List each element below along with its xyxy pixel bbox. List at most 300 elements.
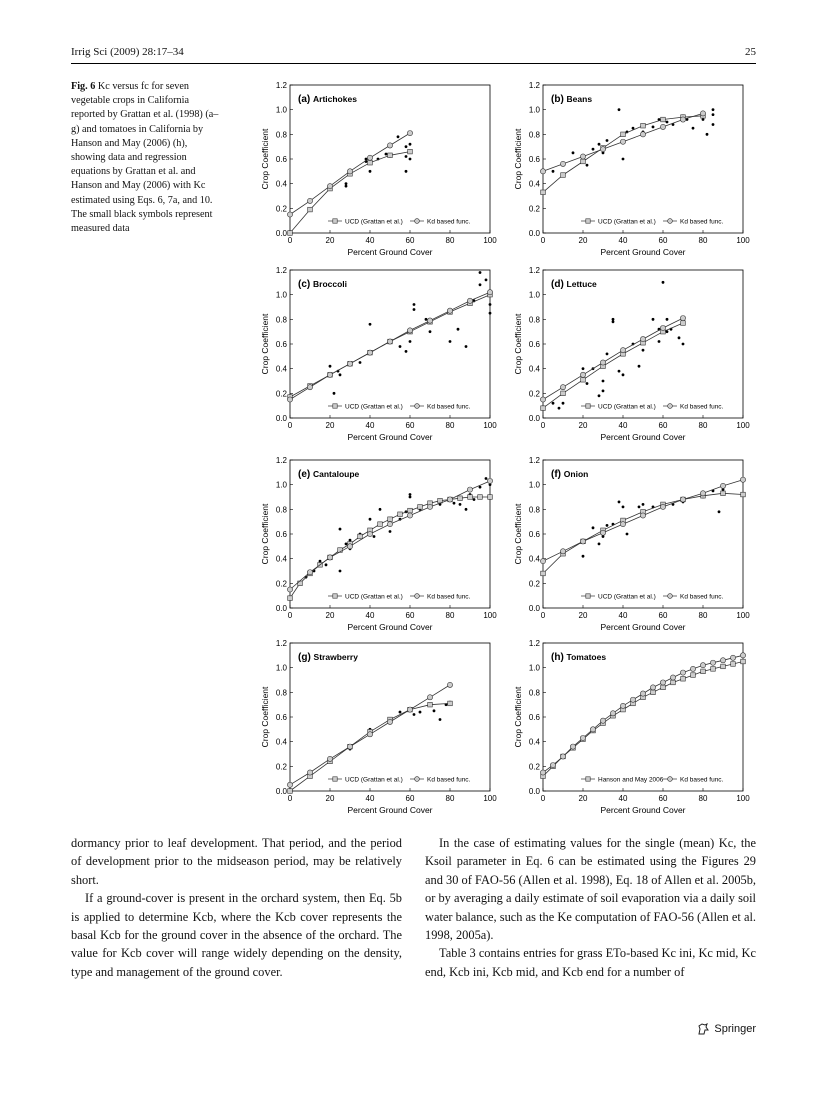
publisher-name: Springer: [714, 1023, 756, 1035]
series-marker: [327, 555, 332, 560]
series-marker: [661, 685, 666, 690]
series-marker: [447, 308, 452, 313]
series-marker: [287, 397, 292, 402]
x-tick-label: 80: [445, 236, 455, 245]
x-tick-label: 80: [698, 611, 708, 620]
legend-label: Kd based func.: [427, 403, 471, 411]
series-marker: [387, 522, 392, 527]
series-marker: [387, 143, 392, 148]
series-marker: [741, 492, 746, 497]
series-marker: [487, 478, 492, 483]
legend-label: UCD (Grattan et al.): [598, 218, 656, 226]
legend-marker: [586, 219, 590, 223]
x-axis-label: Percent Ground Cover: [600, 622, 686, 632]
measured-point: [453, 502, 456, 505]
measured-point: [678, 336, 681, 339]
series-marker: [570, 744, 575, 749]
measured-point: [702, 118, 705, 121]
y-tick-label: 0.8: [275, 505, 287, 515]
y-tick-label: 1.2: [528, 456, 540, 465]
running-header-left: Irrig Sci (2009) 28:17–34: [71, 46, 184, 58]
series-marker: [358, 534, 363, 539]
chart-panel: [513, 456, 750, 632]
y-tick-label: 0.2: [275, 579, 287, 589]
chart-panel: [260, 456, 497, 632]
measured-point: [712, 123, 715, 126]
chart-panel: [513, 81, 750, 257]
series-marker: [347, 544, 352, 549]
panel-label: (g): [298, 652, 314, 663]
series-marker: [367, 155, 372, 160]
legend-label: UCD (Grattan et al.): [345, 403, 403, 411]
panel-title: [551, 652, 606, 663]
x-tick-label: 60: [658, 236, 668, 245]
series-marker: [560, 161, 565, 166]
springer-horse-icon: [696, 1022, 710, 1036]
measured-point: [558, 407, 561, 410]
panel-crop-name: Artichokes: [313, 94, 357, 104]
paragraph: In the case of estimating values for the single (mean) Kc, the Ksoil parameter in Eq. 6 can be estimated using the Figures 29 and 30 of FAO-56 (Allen et al. 1998), Eq. 18 of Allen et al. 2005b, or by averaging a daily estimate of soil evaporation via a daily soil water balance, such as the Ke computation of FAO-56 (Allen et al. 1998, 2005a).: [425, 836, 756, 943]
series-marker: [700, 111, 705, 116]
series-marker: [640, 336, 645, 341]
x-tick-label: 80: [445, 611, 455, 620]
measured-point: [405, 155, 408, 158]
y-tick-label: 1.2: [275, 266, 287, 275]
legend-label: Kd based func.: [427, 776, 471, 784]
panel-label: (f): [551, 469, 564, 480]
y-tick-label: 0.2: [528, 204, 540, 214]
y-tick-label: 0.4: [275, 179, 287, 189]
measured-point: [439, 718, 442, 721]
y-tick-label: 0.6: [275, 340, 287, 349]
measured-point: [692, 127, 695, 130]
measured-point: [389, 530, 392, 533]
x-tick-label: 0: [287, 794, 293, 803]
legend-marker: [415, 404, 420, 409]
measured-point: [586, 164, 589, 167]
measured-point: [618, 501, 621, 504]
series-marker: [640, 691, 645, 696]
series-marker: [307, 198, 312, 203]
series-marker: [347, 169, 352, 174]
series-marker: [307, 385, 312, 390]
x-tick-label: 40: [618, 611, 628, 620]
y-axis-label: Crop Coefficient: [513, 503, 523, 565]
y-tick-label: 0.4: [528, 737, 540, 747]
measured-point: [413, 308, 416, 311]
y-tick-label: 1.2: [528, 81, 540, 90]
series-marker: [378, 522, 383, 527]
y-tick-label: 0.0: [275, 229, 287, 238]
y-tick-label: 0.4: [528, 364, 540, 374]
x-tick-label: 100: [736, 794, 750, 803]
series-marker: [427, 318, 432, 323]
measured-point: [622, 373, 625, 376]
panel-label: (c): [298, 279, 313, 290]
series-marker: [407, 513, 412, 518]
x-tick-label: 100: [483, 421, 497, 430]
x-tick-label: 80: [445, 421, 455, 430]
measured-point: [712, 108, 715, 111]
series-marker: [541, 571, 546, 576]
series-marker: [680, 117, 685, 122]
y-tick-label: 0.6: [528, 340, 540, 349]
y-tick-label: 1.0: [275, 480, 287, 490]
series-marker: [580, 372, 585, 377]
chart-panel: [513, 266, 750, 442]
y-tick-label: 0.6: [275, 530, 287, 539]
legend-marker: [415, 594, 420, 599]
measured-point: [606, 352, 609, 355]
series-marker: [610, 711, 615, 716]
measured-point: [385, 153, 388, 156]
series-marker: [428, 702, 433, 707]
legend-marker: [586, 404, 590, 408]
y-tick-label: 1.0: [275, 663, 287, 673]
series-marker: [561, 391, 566, 396]
panel-label: (b): [551, 94, 567, 105]
legend-label: Kd based func.: [427, 218, 471, 226]
measured-point: [552, 402, 555, 405]
measured-point: [449, 340, 452, 343]
legend-marker: [668, 777, 673, 782]
y-tick-label: 0.8: [275, 315, 287, 325]
measured-point: [552, 170, 555, 173]
measured-point: [622, 158, 625, 161]
series-marker: [550, 763, 555, 768]
series-marker: [650, 685, 655, 690]
y-tick-label: 0.0: [528, 229, 540, 238]
series-marker: [580, 735, 585, 740]
series-marker: [327, 756, 332, 761]
series-marker: [560, 754, 565, 759]
x-tick-label: 60: [405, 236, 415, 245]
measured-point: [409, 158, 412, 161]
x-tick-label: 60: [405, 421, 415, 430]
y-tick-label: 1.0: [275, 105, 287, 115]
measured-point: [345, 542, 348, 545]
series-marker: [367, 350, 372, 355]
measured-point: [652, 126, 655, 129]
measured-point: [666, 121, 669, 124]
y-tick-label: 0.6: [275, 155, 287, 164]
measured-point: [413, 713, 416, 716]
y-tick-label: 1.2: [528, 266, 540, 275]
panel-crop-name: Broccoli: [313, 279, 348, 289]
y-tick-label: 0.0: [275, 414, 287, 423]
series-marker: [620, 522, 625, 527]
paragraph: dormancy prior to leaf development. That period, and the period of development prior to the midseason period, may be relatively short.: [71, 836, 402, 887]
measured-point: [489, 312, 492, 315]
measured-point: [658, 340, 661, 343]
legend-label: Kd based func.: [680, 218, 724, 226]
y-axis-label: Crop Coefficient: [260, 313, 270, 375]
x-tick-label: 40: [365, 794, 375, 803]
x-tick-label: 100: [483, 794, 497, 803]
panel-title: [298, 469, 360, 480]
measured-point: [638, 365, 641, 368]
x-tick-label: 0: [287, 421, 293, 430]
series-marker: [600, 718, 605, 723]
legend-label: Kd based func.: [680, 403, 724, 411]
series-marker: [711, 667, 716, 672]
measured-point: [626, 533, 629, 536]
measured-point: [489, 303, 492, 306]
measured-point: [397, 135, 400, 138]
measured-point: [642, 503, 645, 506]
y-tick-label: 0.6: [275, 713, 287, 722]
body-column-right: [425, 834, 756, 981]
series-marker: [600, 360, 605, 365]
x-tick-label: 40: [365, 236, 375, 245]
series-marker: [427, 695, 432, 700]
x-tick-label: 0: [287, 236, 293, 245]
series-marker: [367, 531, 372, 536]
x-tick-label: 20: [578, 236, 588, 245]
series-marker: [621, 132, 626, 137]
series-marker: [720, 483, 725, 488]
series-marker: [287, 212, 292, 217]
legend-label: Kd based func.: [427, 593, 471, 601]
measured-point: [459, 503, 462, 506]
measured-point: [662, 281, 665, 284]
legend-marker: [415, 219, 420, 224]
y-tick-label: 1.0: [528, 290, 540, 300]
series-marker: [448, 701, 453, 706]
measured-point: [592, 526, 595, 529]
legend-marker: [333, 219, 337, 223]
measured-point: [612, 318, 615, 321]
x-tick-label: 40: [365, 421, 375, 430]
series-marker: [720, 658, 725, 663]
y-tick-label: 1.2: [275, 456, 287, 465]
series-marker: [740, 653, 745, 658]
legend-marker: [586, 777, 590, 781]
series-marker: [287, 587, 292, 592]
legend-marker: [333, 404, 337, 408]
chart-panel: [260, 266, 497, 442]
x-tick-label: 60: [658, 611, 668, 620]
figure-charts: [245, 75, 765, 820]
measured-point: [642, 349, 645, 352]
series-marker: [581, 159, 586, 164]
x-tick-label: 80: [698, 236, 708, 245]
series-marker: [478, 495, 483, 500]
x-tick-label: 0: [287, 611, 293, 620]
series-marker: [701, 669, 706, 674]
measured-point: [379, 508, 382, 511]
series-marker: [620, 139, 625, 144]
series-marker: [407, 707, 412, 712]
panel-title: [298, 94, 357, 105]
measured-point: [405, 145, 408, 148]
series-marker: [540, 397, 545, 402]
series-line: [543, 116, 703, 193]
series-marker: [398, 512, 403, 517]
measured-point: [606, 139, 609, 142]
measured-point: [485, 278, 488, 281]
body-column-left: [71, 834, 402, 981]
page-number: 25: [745, 46, 756, 58]
measured-point: [618, 108, 621, 111]
series-marker: [308, 207, 313, 212]
paragraph: If a ground-cover is present in the orchard system, then Eq. 5b is applied to determine Kcb, where the Kcb cover represents the basal Kcb for the ground cover in the absence of the orchard. The value for Kcb cover will range widely depending on the density, type and management of the ground cover.: [71, 891, 402, 979]
series-marker: [388, 517, 393, 522]
series-line: [290, 292, 490, 399]
measured-point: [582, 367, 585, 370]
measured-point: [457, 328, 460, 331]
x-tick-label: 0: [540, 421, 546, 430]
x-tick-label: 80: [445, 794, 455, 803]
series-marker: [640, 132, 645, 137]
x-tick-label: 60: [658, 794, 668, 803]
y-tick-label: 0.8: [275, 688, 287, 698]
panel-title: [298, 652, 358, 663]
panel-crop-name: Strawberry: [313, 652, 358, 662]
y-tick-label: 0.8: [528, 130, 540, 140]
y-tick-label: 0.2: [528, 762, 540, 772]
series-marker: [680, 497, 685, 502]
x-tick-label: 100: [736, 611, 750, 620]
y-tick-label: 0.2: [528, 579, 540, 589]
y-tick-label: 0.4: [275, 554, 287, 564]
y-tick-label: 0.0: [528, 414, 540, 423]
series-marker: [487, 290, 492, 295]
series-marker: [541, 190, 546, 195]
y-tick-label: 1.2: [275, 639, 287, 648]
measured-point: [369, 323, 372, 326]
y-tick-label: 0.2: [275, 204, 287, 214]
y-tick-label: 0.6: [528, 155, 540, 164]
series-marker: [681, 676, 686, 681]
x-axis-label: Percent Ground Cover: [347, 247, 433, 257]
x-axis-label: Percent Ground Cover: [600, 805, 686, 815]
series-line: [290, 295, 490, 397]
series-marker: [721, 491, 726, 496]
measured-point: [606, 524, 609, 527]
legend-label: Kd based func.: [680, 776, 724, 784]
measured-point: [479, 283, 482, 286]
measured-point: [405, 350, 408, 353]
series-marker: [721, 664, 726, 669]
series-marker: [408, 149, 413, 154]
y-tick-label: 1.0: [528, 480, 540, 490]
legend-label: UCD (Grattan et al.): [345, 776, 403, 784]
measured-point: [682, 343, 685, 346]
series-marker: [730, 655, 735, 660]
x-tick-label: 20: [325, 421, 335, 430]
series-marker: [580, 154, 585, 159]
measured-point: [485, 477, 488, 480]
series-marker: [660, 124, 665, 129]
series-marker: [680, 670, 685, 675]
x-axis-label: Percent Ground Cover: [347, 432, 433, 442]
legend-marker: [668, 404, 673, 409]
panel-title: [298, 279, 347, 290]
series-marker: [407, 131, 412, 136]
panel-crop-name: Cantaloupe: [313, 469, 360, 479]
measured-point: [339, 373, 342, 376]
series-marker: [581, 377, 586, 382]
y-tick-label: 0.8: [528, 505, 540, 515]
x-tick-label: 0: [540, 236, 546, 245]
series-marker: [600, 147, 605, 152]
x-tick-label: 80: [698, 421, 708, 430]
series-marker: [630, 697, 635, 702]
series-marker: [387, 719, 392, 724]
measured-point: [373, 535, 376, 538]
x-tick-label: 40: [618, 236, 628, 245]
series-marker: [690, 666, 695, 671]
y-tick-label: 0.0: [275, 604, 287, 613]
panel-crop-name: Beans: [566, 94, 593, 104]
x-tick-label: 20: [325, 611, 335, 620]
y-tick-label: 0.8: [528, 688, 540, 698]
measured-point: [622, 505, 625, 508]
y-tick-label: 1.0: [528, 663, 540, 673]
x-axis-label: Percent Ground Cover: [600, 432, 686, 442]
y-tick-label: 0.6: [528, 530, 540, 539]
measured-point: [592, 148, 595, 151]
series-marker: [700, 491, 705, 496]
x-tick-label: 40: [365, 611, 375, 620]
series-line: [290, 497, 490, 598]
x-tick-label: 20: [578, 794, 588, 803]
y-axis-label: Crop Coefficient: [260, 686, 270, 748]
measured-point: [433, 709, 436, 712]
measured-point: [319, 560, 322, 563]
series-marker: [710, 660, 715, 665]
series-marker: [731, 662, 736, 667]
series-marker: [427, 504, 432, 509]
x-tick-label: 100: [736, 236, 750, 245]
y-tick-label: 1.2: [275, 81, 287, 90]
panel-label: (d): [551, 279, 567, 290]
series-marker: [641, 123, 646, 128]
measured-point: [652, 318, 655, 321]
series-marker: [590, 727, 595, 732]
y-tick-label: 0.8: [275, 130, 287, 140]
measured-point: [405, 170, 408, 173]
series-marker: [560, 549, 565, 554]
measured-point: [479, 271, 482, 274]
measured-point: [718, 510, 721, 513]
legend-marker: [333, 594, 337, 598]
x-tick-label: 100: [483, 611, 497, 620]
measured-point: [572, 151, 575, 154]
measured-point: [333, 392, 336, 395]
x-tick-label: 80: [698, 794, 708, 803]
publisher-footer: [696, 1022, 756, 1036]
measured-point: [339, 570, 342, 573]
y-tick-label: 0.4: [528, 554, 540, 564]
panel-title: [551, 94, 592, 105]
y-axis-label: Crop Coefficient: [513, 313, 523, 375]
x-tick-label: 20: [578, 421, 588, 430]
plot-frame: [543, 460, 743, 608]
plot-frame: [290, 85, 490, 233]
series-marker: [681, 321, 686, 326]
measured-point: [465, 508, 468, 511]
caption-label: Fig. 6: [71, 81, 96, 92]
legend-label: Kd based func.: [680, 593, 724, 601]
measured-point: [465, 345, 468, 348]
y-axis-label: Crop Coefficient: [260, 503, 270, 565]
measured-point: [369, 170, 372, 173]
series-marker: [620, 703, 625, 708]
measured-point: [598, 542, 601, 545]
legend-marker: [586, 594, 590, 598]
